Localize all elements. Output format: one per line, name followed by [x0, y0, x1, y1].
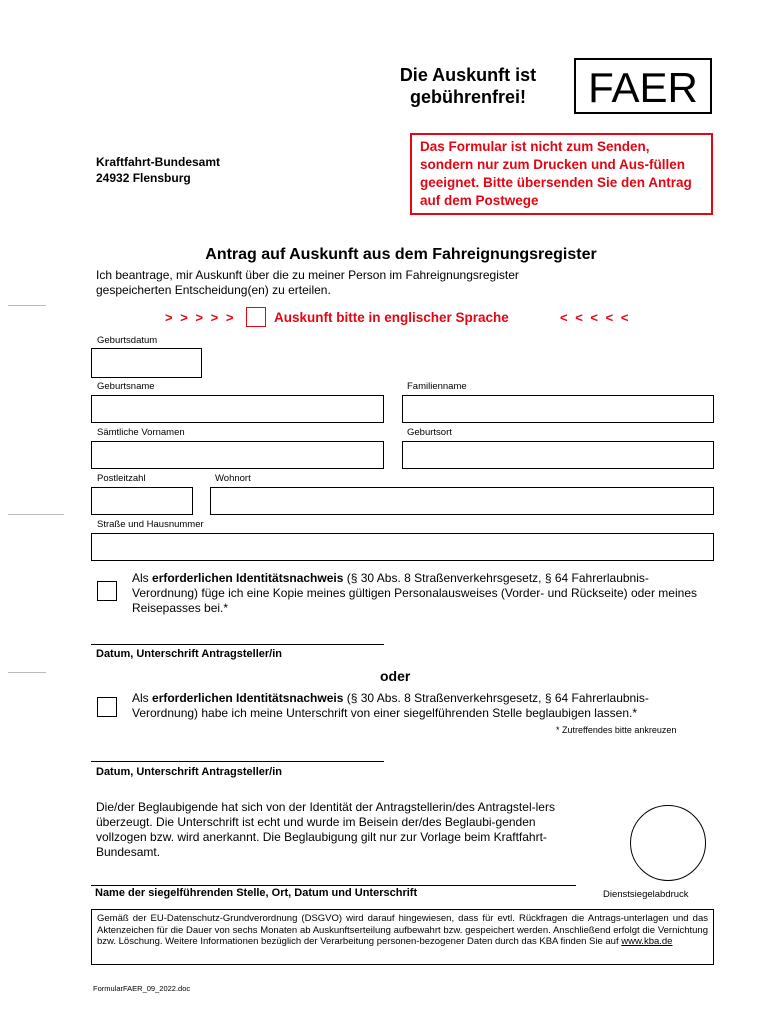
geburtsname-label: Geburtsname: [97, 381, 155, 392]
option2-rest: (§ 30 Abs. 8 Straßenverkehrsgesetz, § 64 Fahrerlaubnis-Verordnung) habe ich meine Unterschrift von einer siegelführenden Stelle beglaubigen lassen.*: [132, 691, 649, 720]
option1-bold: erforderlichen Identitätsnachweis: [152, 571, 344, 585]
arrows-right: < < < < <: [560, 310, 631, 325]
form-title: Antrag auf Auskunft aus dem Fahreignungsregister: [205, 246, 597, 263]
geburtsdatum-field[interactable]: [91, 348, 202, 378]
intro-text: Ich beantrage, mir Auskunft über die zu meiner Person im Fahreignungsregister gespeicherten Entscheidung(en) zu erteilen.: [96, 268, 519, 297]
geburtsdatum-label: Geburtsdatum: [97, 335, 158, 346]
signature-line-1: [91, 644, 384, 645]
document-filename: FormularFAER_09_2022.doc: [93, 984, 191, 993]
print-only-notice: Das Formular ist nicht zum Senden, sondern nur zum Drucken und Aus-füllen geeignet. Bitte übersenden Sie den Antrag auf dem Postwege: [410, 133, 713, 215]
familienname-label: Familienname: [407, 381, 467, 392]
margin-fold-mark: [8, 514, 64, 515]
english-language-checkbox[interactable]: [246, 307, 266, 327]
address-line-2: 24932 Flensburg: [96, 171, 191, 185]
id-copy-checkbox[interactable]: [97, 581, 117, 601]
geburtsort-field[interactable]: [402, 441, 714, 469]
geburtsort-label: Geburtsort: [407, 427, 452, 438]
wohnort-field[interactable]: [210, 487, 714, 515]
option2-prefix: Als: [132, 691, 153, 705]
option1-rest: (§ 30 Abs. 8 Straßenverkehrsgesetz, § 64 Fahrerlaubnis-Verordnung) füge ich eine Kopie meines gültigen Personalausweises (Vorder- und Rückseite) oder meines Reisepasses bei.*: [132, 571, 697, 615]
margin-punch-mark: [8, 672, 46, 673]
signature-line-2: [91, 761, 384, 762]
seal-signature-line: [91, 885, 576, 886]
certified-signature-text: [132, 691, 714, 721]
id-copy-text: [132, 571, 714, 616]
signature-label-2: Datum, Unterschrift Antragsteller/in: [96, 766, 283, 778]
vornamen-field[interactable]: [91, 441, 384, 469]
english-language-label: Auskunft bitte in englischer Sprache: [274, 310, 509, 325]
plz-field[interactable]: [91, 487, 193, 515]
option2-bold: erforderlichen Identitätsnachweis: [152, 691, 344, 705]
margin-fold-mark: [8, 305, 46, 306]
oder-divider: oder: [380, 668, 411, 684]
familienname-field[interactable]: [402, 395, 714, 423]
address-line-1: Kraftfahrt-Bundesamt: [96, 155, 221, 169]
free-notice: Die Auskunft ist gebührenfrei!: [399, 65, 537, 107]
option1-prefix: Als: [132, 571, 153, 585]
seal-circle: [630, 805, 706, 881]
certified-signature-checkbox[interactable]: [97, 697, 117, 717]
wohnort-label: Wohnort: [215, 473, 251, 484]
vornamen-label: Sämtliche Vornamen: [97, 427, 185, 438]
arrows-left: > > > > >: [165, 310, 236, 325]
signature-label-1: Datum, Unterschrift Antragsteller/in: [96, 648, 283, 660]
kba-link[interactable]: www.kba.de: [621, 936, 673, 947]
strasse-label: Straße und Hausnummer: [97, 519, 204, 530]
privacy-notice: [91, 909, 714, 965]
check-note: * Zutreffendes bitte ankreuzen: [556, 725, 677, 735]
seal-label: Dienstsiegelabdruck: [603, 889, 689, 900]
plz-label: Postleitzahl: [97, 473, 146, 484]
geburtsname-field[interactable]: [91, 395, 384, 423]
form-code-box: FAER: [574, 58, 712, 114]
seal-signature-label: Name der siegelführenden Stelle, Ort, Datum und Unterschrift: [95, 887, 418, 899]
privacy-text: Gemäß der EU-Datenschutz-Grundverordnung (DSGVO) wird darauf hingewiesen, dass für evtl. Rückfragen die Antrags-unterlagen und das Aktenzeichen für die Dauer von sechs Monaten ab Auskunftserteilung aufbewahrt bzw. gespeichert werden. Anschließend erfolgt die Vernichtung bzw. Löschung. Weitere Informationen bezüglich der Verarbeitung personen-bezogener Daten durch das KBA finden Sie auf: [97, 913, 708, 947]
strasse-field[interactable]: [91, 533, 714, 561]
recipient-address: [96, 154, 220, 186]
certification-text: Die/der Beglaubigende hat sich von der Identität der Antragstellerin/des Antragstel-lers überzeugt. Die Unterschrift ist echt und wurde im Beisein der/des Beglaubi-genden vollzogen bzw. wird anerkannt. Die Beglaubigung gilt nur zur Vorlage beim Kraftfahrt-Bundesamt.: [96, 800, 555, 859]
